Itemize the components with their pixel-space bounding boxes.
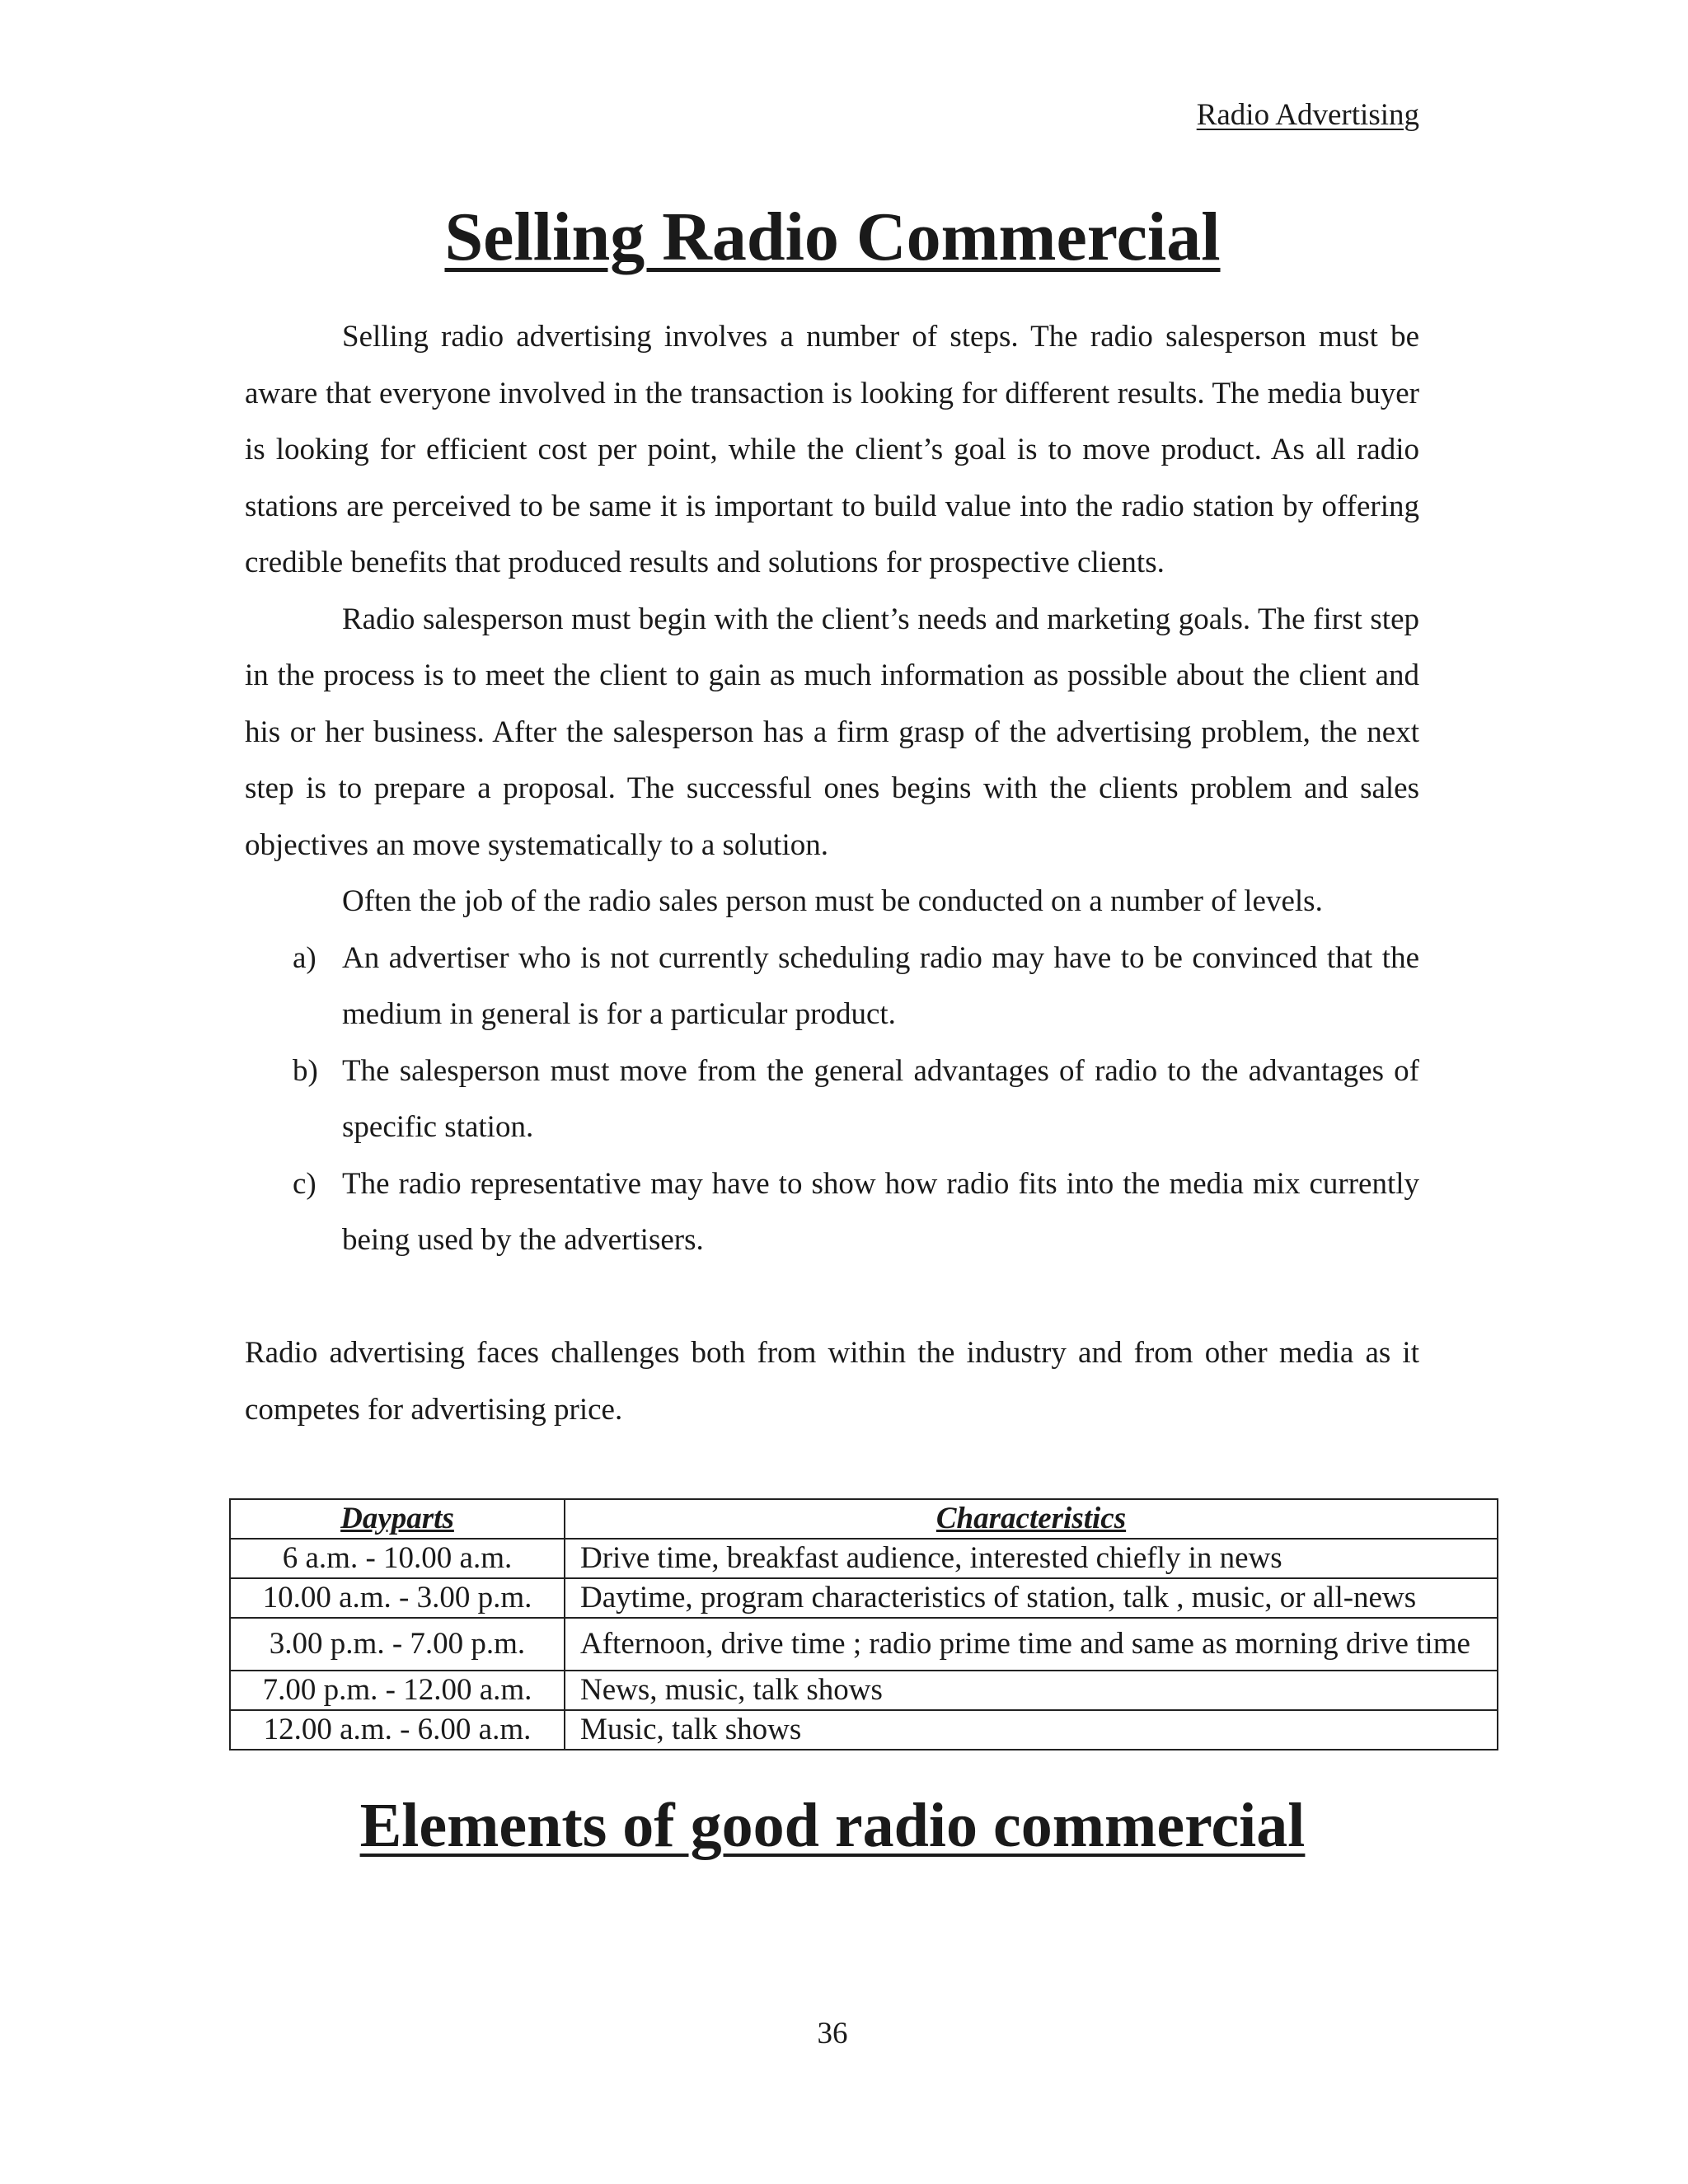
list-item	[245, 930, 1419, 1043]
daypart-cell: 12.00 a.m. - 6.00 a.m.	[230, 1710, 565, 1750]
page-number: 36	[817, 2017, 848, 2050]
characteristics-cell: Music, talk shows	[565, 1710, 1498, 1750]
list-item	[245, 1156, 1419, 1269]
header-dayparts: Dayparts	[230, 1499, 565, 1539]
list-item-text: An advertiser who is not currently scheduling radio may have to be convinced that the medium in general is for a particular product.	[342, 940, 1419, 1031]
table-row	[230, 1578, 1498, 1618]
header-characteristics: Characteristics	[565, 1499, 1498, 1539]
list-item	[245, 1043, 1419, 1156]
daypart-cell: 6 a.m. - 10.00 a.m.	[230, 1539, 565, 1578]
daypart-cell: 3.00 p.m. - 7.00 p.m.	[230, 1618, 565, 1671]
table-row	[230, 1671, 1498, 1710]
section-title: Elements of good radio commercial	[359, 1791, 1306, 1860]
paragraph-1: Selling radio advertising involves a number of steps. The radio salesperson must be aware that everyone involved in the transaction is looking for different results. The media buyer is looking for efficient cost per point, while the client’s goal is to move product. As all radio stations are perceived to be same it is important to build value into the radio station by offering credible benefits that produced results and solutions for prospective clients.	[245, 320, 1419, 579]
characteristics-cell: Afternoon, drive time ; radio prime time and same as morning drive time	[565, 1618, 1498, 1671]
list-marker: a)	[293, 940, 316, 975]
closing-paragraph: Radio advertising faces challenges both from within the industry and from other media as it competes for advertising price.	[245, 1336, 1419, 1427]
table-row	[230, 1710, 1498, 1750]
page-title: Selling Radio Commercial	[444, 199, 1221, 275]
table-header-row	[230, 1499, 1498, 1539]
list-item-text: The salesperson must move from the general advantages of radio to the advantages of specific station.	[342, 1053, 1419, 1144]
paragraph-2: Radio salesperson must begin with the client’s needs and marketing goals. The first step in the process is to meet the client to gain as much information as possible about the client and his or her business. After the salesperson has a firm grasp of the advertising problem, the next step is to prepare a proposal. The successful ones begins with the clients problem and sales objectives an move systematically to a solution.	[245, 602, 1419, 862]
running-header: Radio Advertising	[1196, 98, 1419, 132]
list-marker: b)	[293, 1053, 318, 1088]
paragraph-3: Often the job of the radio sales person must be conducted on a number of levels.	[342, 884, 1323, 918]
characteristics-cell: Daytime, program characteristics of station, talk , music, or all-news	[565, 1578, 1498, 1618]
table-row	[230, 1618, 1498, 1671]
levels-list	[245, 930, 1419, 1269]
spacer	[245, 1269, 1419, 1326]
list-marker: c)	[293, 1166, 316, 1201]
body-text	[245, 309, 1419, 1438]
dayparts-table	[229, 1498, 1498, 1750]
daypart-cell: 7.00 p.m. - 12.00 a.m.	[230, 1671, 565, 1710]
table-row	[230, 1539, 1498, 1578]
daypart-cell: 10.00 a.m. - 3.00 p.m.	[230, 1578, 565, 1618]
list-item-text: The radio representative may have to show how radio fits into the media mix currently being used by the advertisers.	[342, 1166, 1419, 1257]
characteristics-cell: Drive time, breakfast audience, interested chiefly in news	[565, 1539, 1498, 1578]
characteristics-cell: News, music, talk shows	[565, 1671, 1498, 1710]
